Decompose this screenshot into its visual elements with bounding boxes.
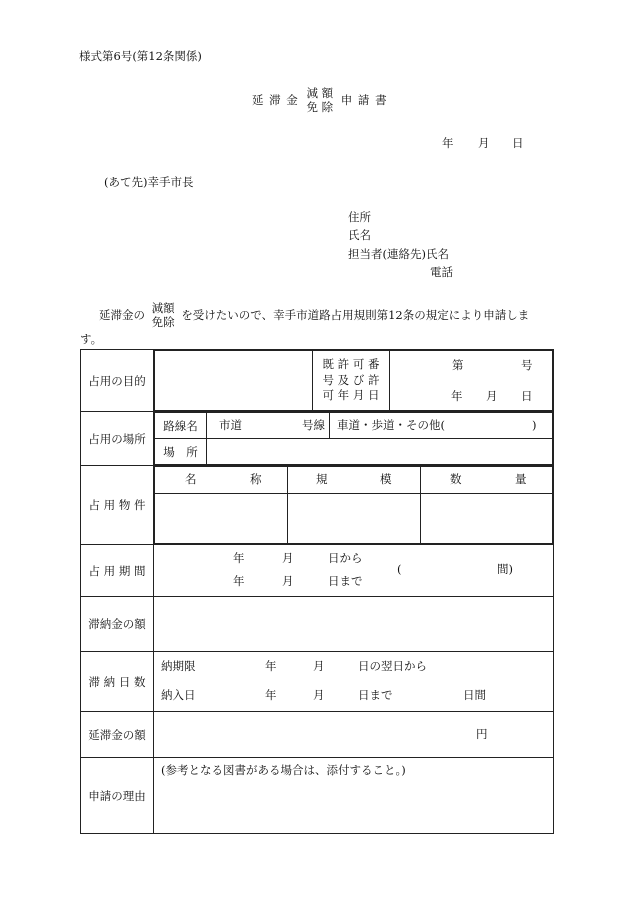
period-paren-close: 間) <box>497 562 513 576</box>
date-month: 月 <box>478 136 490 150</box>
late-fee-label: 延滞金の額 <box>81 712 154 758</box>
place-field[interactable] <box>207 439 553 465</box>
addressee: (あて先)幸手市長 <box>104 175 194 189</box>
object-header-qty <box>421 467 553 494</box>
row-reason <box>81 758 554 834</box>
object-header-scale-a: 規 <box>316 472 328 486</box>
permit-label-line-2: 号 及 び 許 <box>322 372 380 387</box>
row-place <box>81 412 554 466</box>
due-year: 年 <box>265 659 277 673</box>
object-header-scale-b: 模 <box>380 472 392 486</box>
row-purpose <box>81 350 554 412</box>
period-label: 占 用 期 間 <box>81 545 154 597</box>
paid-year: 年 <box>265 688 277 702</box>
period-paren-open: ( <box>397 562 402 576</box>
permit-label-line-1: 既 許 可 番 <box>322 357 380 372</box>
paid-day: 日まで <box>358 688 393 702</box>
object-header-name <box>155 467 288 494</box>
route-name-field[interactable] <box>207 413 330 439</box>
period-from-year: 年 <box>233 551 245 565</box>
form-title <box>252 87 388 115</box>
statement-stack <box>152 302 175 330</box>
row-days <box>81 652 554 712</box>
purpose-row-content <box>154 350 554 412</box>
permit-label-line-3: 可 年 月 日 <box>322 388 380 403</box>
place-label: 占用の場所 <box>81 412 154 466</box>
row-late-fee <box>81 712 554 758</box>
object-qty-field[interactable] <box>421 494 553 544</box>
permit-month: 月 <box>486 389 498 403</box>
row-arrears <box>81 597 554 652</box>
object-name-field[interactable] <box>155 494 288 544</box>
days-unit: 日間 <box>463 688 486 702</box>
period-from-month: 月 <box>282 551 294 565</box>
period-to-month: 月 <box>282 574 294 588</box>
paid-label: 納入日 <box>161 688 196 702</box>
row-object <box>81 466 554 545</box>
route-number-suffix: 号線 <box>302 418 325 432</box>
permit-no-suffix: 号 <box>521 358 533 372</box>
route-type-close: ) <box>532 418 537 432</box>
permit-value-field[interactable] <box>390 351 553 411</box>
applicant-phone: 電話 <box>430 265 453 279</box>
applicant-name: 氏名 <box>348 228 371 242</box>
applicant-address: 住所 <box>348 210 371 224</box>
form-number: 様式第6号(第12条関係) <box>79 49 202 63</box>
object-header-name-a: 名 <box>185 472 197 486</box>
object-header-qty-b: 量 <box>515 472 527 486</box>
object-label: 占 用 物 件 <box>81 466 154 545</box>
title-right: 申 請 書 <box>340 93 388 108</box>
permit-day: 日 <box>521 389 533 403</box>
place-row-content <box>154 412 554 466</box>
object-header-scale <box>288 467 421 494</box>
purpose-field[interactable] <box>155 351 313 411</box>
late-fee-field[interactable] <box>154 712 554 758</box>
reason-label: 申請の理由 <box>81 758 154 834</box>
statement-stack-top: 減額 <box>151 301 175 315</box>
route-type-field[interactable] <box>330 413 553 439</box>
place-sub-label: 場 所 <box>155 439 207 465</box>
due-day: 日の翌日から <box>358 659 427 673</box>
permit-label <box>313 351 390 411</box>
period-to-day: 日まで <box>328 574 363 588</box>
due-label: 納期限 <box>161 659 196 673</box>
title-left: 延 滞 金 <box>252 93 299 108</box>
object-header-name-b: 称 <box>250 472 262 486</box>
purpose-label: 占用の目的 <box>81 350 154 412</box>
route-city: 市道 <box>219 418 242 432</box>
yen-unit: 円 <box>476 727 488 741</box>
days-field[interactable] <box>154 652 554 712</box>
due-month: 月 <box>313 659 325 673</box>
date-year: 年 <box>442 136 454 150</box>
date-day: 日 <box>512 136 524 150</box>
period-to-year: 年 <box>233 574 245 588</box>
period-field[interactable] <box>154 545 554 597</box>
period-from-day: 日から <box>328 551 363 565</box>
route-type: 車道・歩道・その他( <box>337 418 445 432</box>
reason-note: (参考となる図書がある場合は、添付すること。) <box>161 763 406 777</box>
statement-prefix: 延滞金の <box>99 308 145 323</box>
applicant-contact-person: 担当者(連絡先)氏名 <box>348 247 449 261</box>
title-stack <box>306 87 333 115</box>
object-row-content <box>154 466 554 545</box>
title-stack-top: 減 額 <box>306 86 334 100</box>
statement-suffix: を受けたいので、幸手市道路占用規則第12条の規定により申請しま <box>181 308 530 323</box>
reason-field[interactable] <box>154 758 554 834</box>
permit-no-prefix: 第 <box>452 358 464 372</box>
permit-year: 年 <box>451 389 463 403</box>
statement-stack-bottom: 免除 <box>151 314 175 329</box>
paid-month: 月 <box>313 688 325 702</box>
title-stack-bottom: 免 除 <box>306 99 334 114</box>
application-table <box>80 349 554 834</box>
object-scale-field[interactable] <box>288 494 421 544</box>
arrears-field[interactable] <box>154 597 554 652</box>
arrears-label: 滞納金の額 <box>81 597 154 652</box>
route-label: 路線名 <box>155 413 207 439</box>
statement-wrap: す。 <box>80 332 103 346</box>
row-period <box>81 545 554 597</box>
days-label: 滞 納 日 数 <box>81 652 154 712</box>
object-header-qty-a: 数 <box>450 472 462 486</box>
statement-line <box>99 302 529 330</box>
